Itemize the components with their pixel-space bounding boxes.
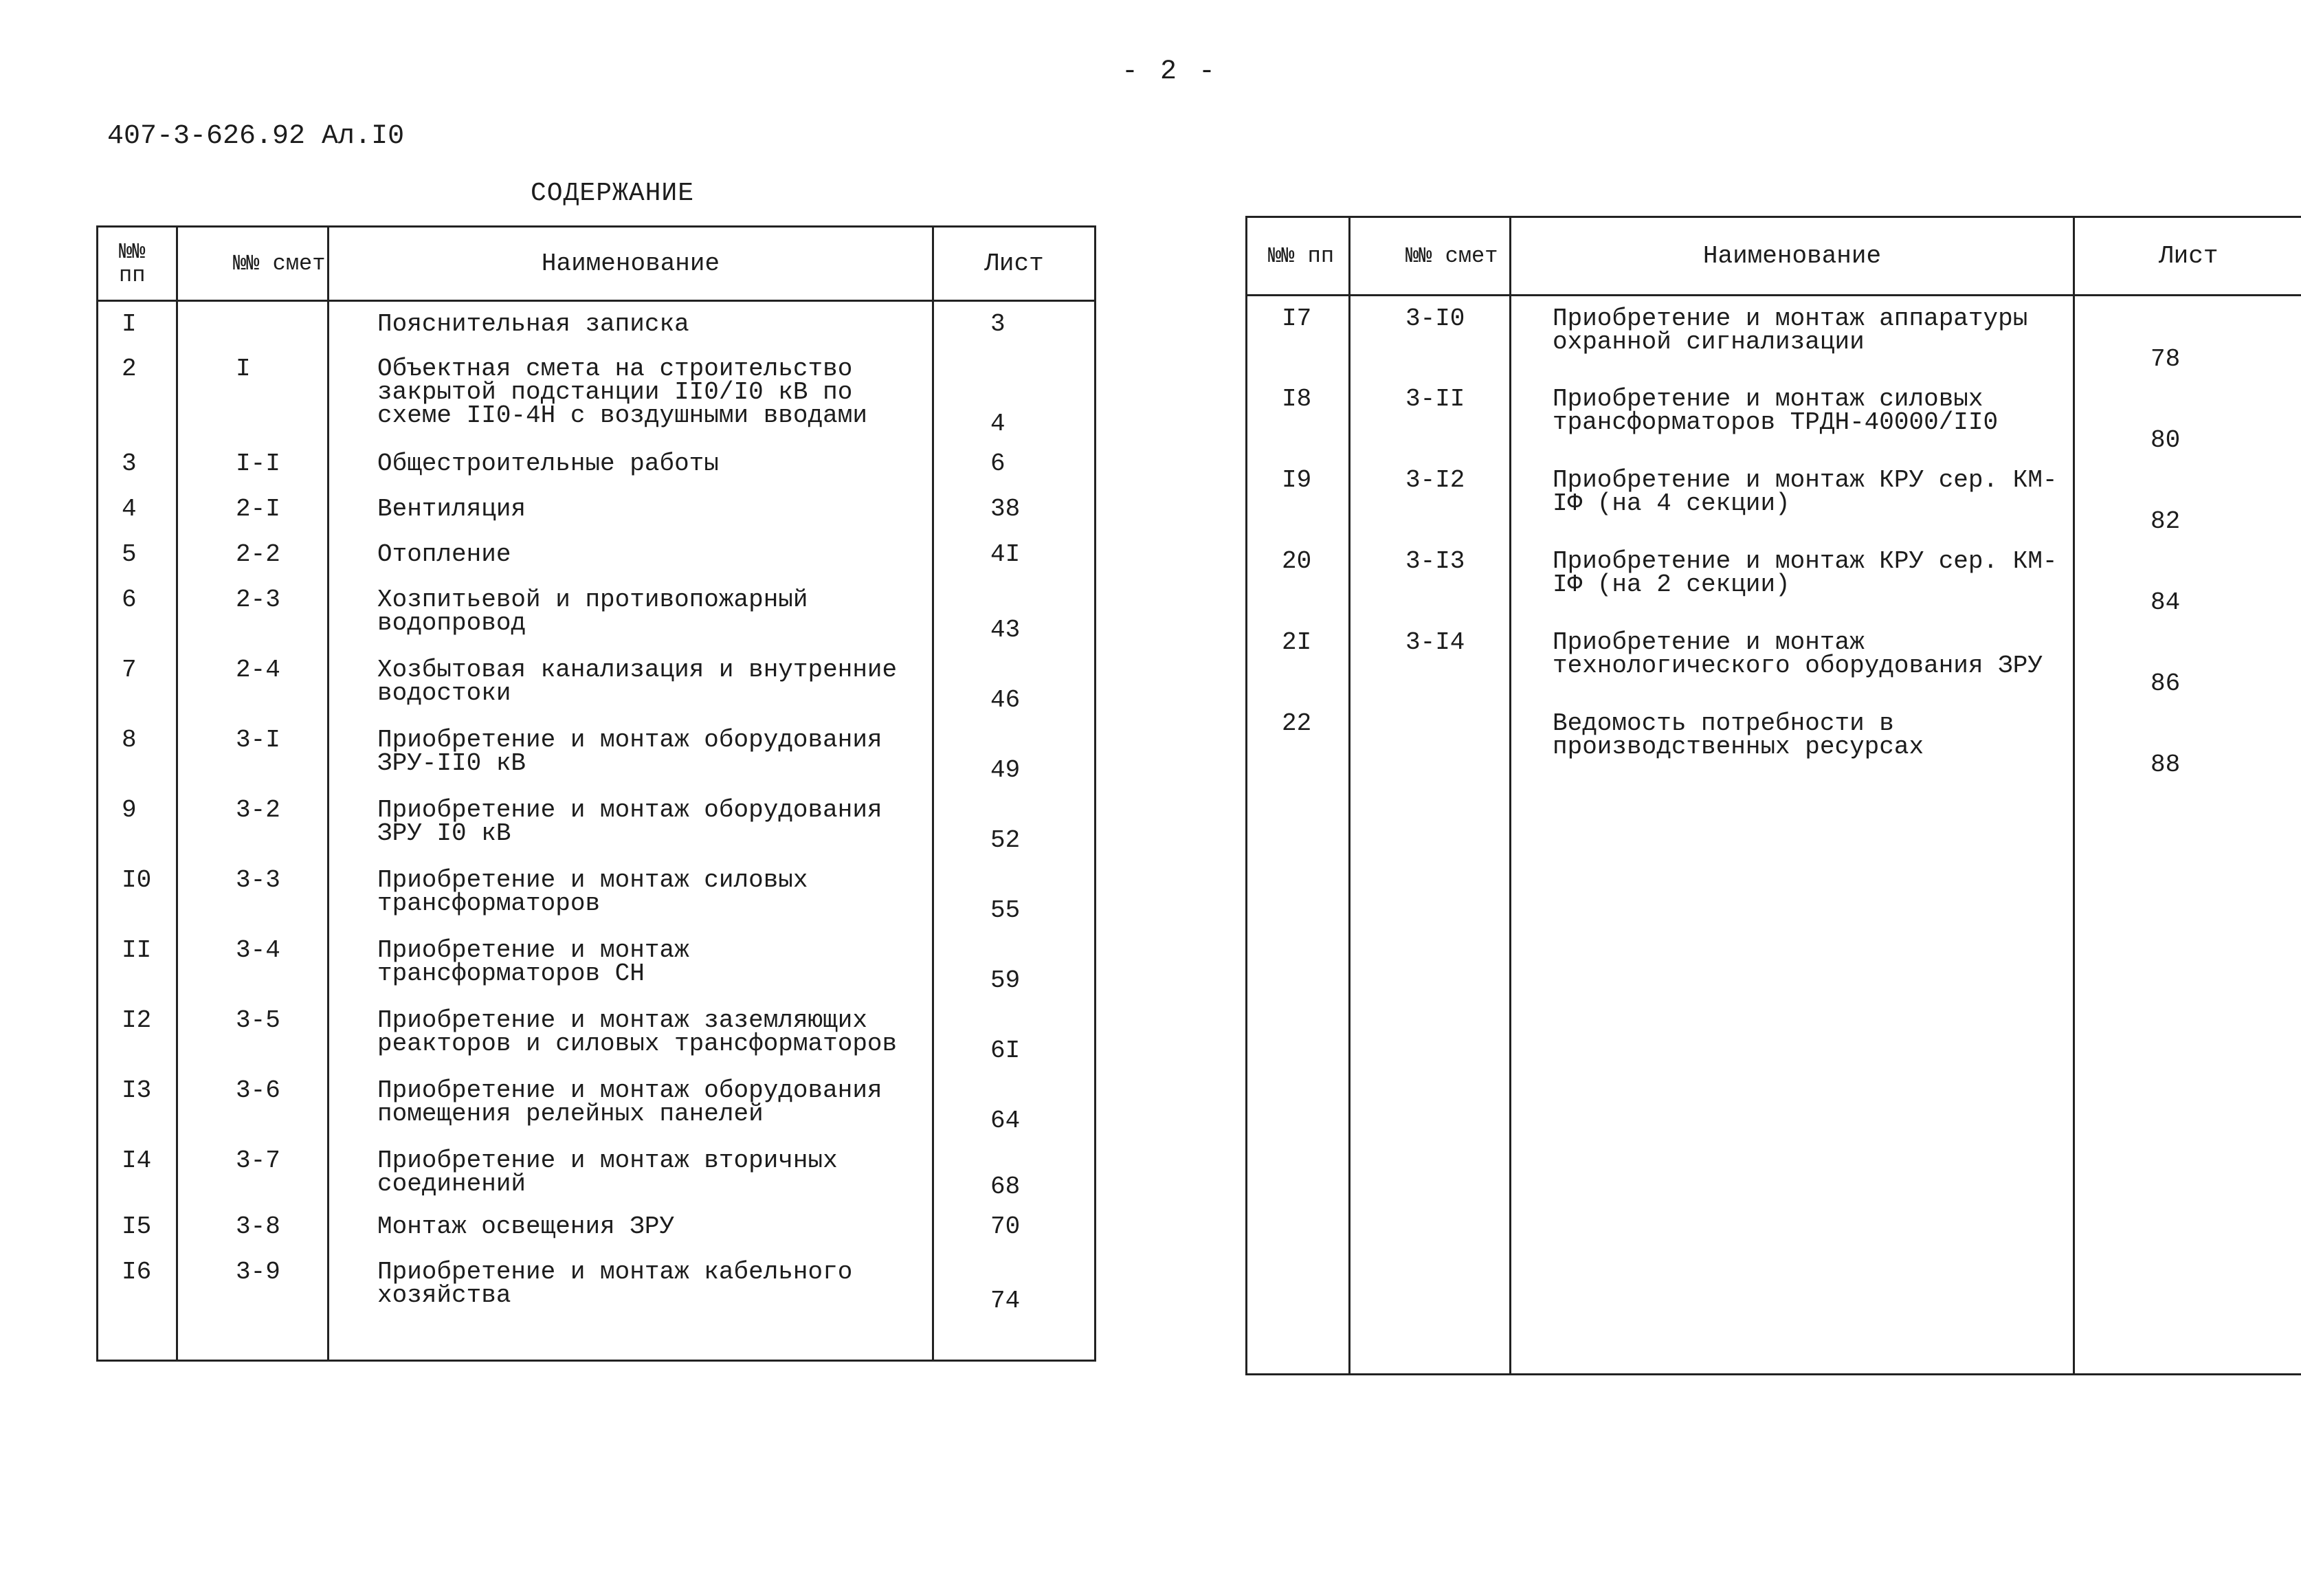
row-estimate: 3-5 xyxy=(177,998,329,1068)
toc-row xyxy=(98,788,1096,858)
row-number: 3 xyxy=(98,441,177,487)
toc-header-row xyxy=(1247,217,2301,296)
row-sheet: 46 xyxy=(933,647,1096,718)
row-estimate: I-I xyxy=(177,441,329,487)
toc-row xyxy=(98,301,1096,346)
toc-row xyxy=(98,647,1096,718)
row-name: Приобретение и монтаж оборудования помещения релейных панелей xyxy=(329,1068,933,1138)
row-name: Приобретение и монтаж вторичных соединений xyxy=(329,1138,933,1204)
toc-table-right xyxy=(1245,216,2301,1375)
toc-row xyxy=(1247,620,2301,701)
toc-row xyxy=(98,441,1096,487)
row-estimate: 3-9 xyxy=(177,1250,329,1318)
row-estimate: 3-I3 xyxy=(1350,539,1511,620)
row-sheet: 4I xyxy=(933,532,1096,577)
row-name: Приобретение и монтаж силовых трансформаторов xyxy=(329,858,933,928)
toc-row xyxy=(98,998,1096,1068)
toc-header-row xyxy=(98,227,1096,301)
row-number: 5 xyxy=(98,532,177,577)
row-name: Общестроительные работы xyxy=(329,441,933,487)
row-name: Приобретение и монтаж технологического оборудования ЗРУ xyxy=(1511,620,2074,701)
row-estimate: I xyxy=(177,346,329,441)
header-sheet: Лист xyxy=(2074,217,2301,296)
row-number: 2 xyxy=(98,346,177,441)
row-sheet: 68 xyxy=(933,1138,1096,1204)
toc-row xyxy=(1247,701,2301,782)
row-sheet: 43 xyxy=(933,577,1096,647)
row-sheet: 4 xyxy=(933,346,1096,441)
toc-body-right xyxy=(1247,296,2301,1375)
row-number: 6 xyxy=(98,577,177,647)
row-sheet: 82 xyxy=(2074,458,2301,539)
row-name: Приобретение и монтаж аппаратуры охранной сигнализации xyxy=(1511,296,2074,377)
row-name: Ведомость потребности в производственных ресурсах xyxy=(1511,701,2074,782)
row-sheet: 84 xyxy=(2074,539,2301,620)
row-estimate xyxy=(1350,701,1511,782)
toc-title: СОДЕРЖАНИЕ xyxy=(531,179,695,208)
row-name: Приобретение и монтаж силовых трансформаторов ТРДН-40000/II0 xyxy=(1511,377,2074,458)
row-number: I7 xyxy=(1247,296,1350,377)
row-estimate: 3-4 xyxy=(177,928,329,998)
row-number: 2I xyxy=(1247,620,1350,701)
row-estimate: 3-I2 xyxy=(1350,458,1511,539)
row-number: 22 xyxy=(1247,701,1350,782)
toc-row xyxy=(98,858,1096,928)
row-sheet: 38 xyxy=(933,487,1096,532)
row-name: Приобретение и монтаж кабельного хозяйства xyxy=(329,1250,933,1318)
row-estimate: 3-I xyxy=(177,718,329,788)
row-number: I5 xyxy=(98,1204,177,1250)
row-estimate: 3-7 xyxy=(177,1138,329,1204)
header-name: Наименование xyxy=(329,227,933,301)
row-sheet: 74 xyxy=(933,1250,1096,1318)
header-sheet: Лист xyxy=(933,227,1096,301)
toc-row xyxy=(98,1250,1096,1318)
row-sheet: 6 xyxy=(933,441,1096,487)
row-sheet: 78 xyxy=(2074,296,2301,377)
row-name: Приобретение и монтаж трансформаторов СН xyxy=(329,928,933,998)
row-number: I6 xyxy=(98,1250,177,1318)
row-name: Хозпитьевой и противопожарный водопровод xyxy=(329,577,933,647)
toc-row xyxy=(98,577,1096,647)
row-sheet: 64 xyxy=(933,1068,1096,1138)
header-num: №№ пп xyxy=(98,227,177,301)
toc-table-left xyxy=(96,225,1096,1362)
row-number: I2 xyxy=(98,998,177,1068)
row-name: Приобретение и монтаж КРУ сер. КМ-IФ (на 4 секции) xyxy=(1511,458,2074,539)
header-num: №№ пп xyxy=(1247,217,1350,296)
row-sheet: 3 xyxy=(933,301,1096,346)
row-estimate: 3-8 xyxy=(177,1204,329,1250)
row-name: Монтаж освещения ЗРУ xyxy=(329,1204,933,1250)
row-sheet: 70 xyxy=(933,1204,1096,1250)
row-name: Приобретение и монтаж оборудования ЗРУ-II0 кВ xyxy=(329,718,933,788)
row-name: Пояснительная записка xyxy=(329,301,933,346)
row-estimate: 3-2 xyxy=(177,788,329,858)
header-name: Наименование xyxy=(1511,217,2074,296)
toc-row xyxy=(98,346,1096,441)
row-number: I0 xyxy=(98,858,177,928)
row-estimate: 2-3 xyxy=(177,577,329,647)
row-sheet: 59 xyxy=(933,928,1096,998)
row-name: Хозбытовая канализация и внутренние водостоки xyxy=(329,647,933,718)
row-estimate: 2-2 xyxy=(177,532,329,577)
row-number: I3 xyxy=(98,1068,177,1138)
row-number: 8 xyxy=(98,718,177,788)
row-name: Отопление xyxy=(329,532,933,577)
row-estimate: 3-6 xyxy=(177,1068,329,1138)
row-estimate: 2-4 xyxy=(177,647,329,718)
row-estimate: 3-I0 xyxy=(1350,296,1511,377)
row-number: 9 xyxy=(98,788,177,858)
row-name: Объектная смета на строительство закрытой подстанции II0/I0 кВ по схеме II0-4Н с воздушными вводами xyxy=(329,346,933,441)
row-number: 7 xyxy=(98,647,177,718)
toc-row xyxy=(1247,458,2301,539)
toc-row xyxy=(98,928,1096,998)
row-sheet: 80 xyxy=(2074,377,2301,458)
row-sheet: 88 xyxy=(2074,701,2301,782)
toc-row xyxy=(98,487,1096,532)
document-code: 407-3-626.92 Ал.I0 xyxy=(107,121,405,152)
row-sheet: 49 xyxy=(933,718,1096,788)
row-estimate xyxy=(177,301,329,346)
row-estimate: 3-3 xyxy=(177,858,329,928)
toc-body-left xyxy=(98,301,1096,1361)
row-sheet: 52 xyxy=(933,788,1096,858)
row-number: 20 xyxy=(1247,539,1350,620)
toc-row xyxy=(98,532,1096,577)
row-number: I xyxy=(98,301,177,346)
row-number: II xyxy=(98,928,177,998)
toc-row-filler xyxy=(98,1318,1096,1361)
row-estimate: 2-I xyxy=(177,487,329,532)
header-estimate: №№ смет xyxy=(1350,217,1511,296)
row-number: I4 xyxy=(98,1138,177,1204)
toc-row xyxy=(98,1204,1096,1250)
row-name: Приобретение и монтаж заземляющих реакторов и силовых трансформаторов xyxy=(329,998,933,1068)
row-number: I9 xyxy=(1247,458,1350,539)
page-number: - 2 - xyxy=(1122,56,1219,87)
row-name: Приобретение и монтаж КРУ сер. КМ-IФ (на 2 секции) xyxy=(1511,539,2074,620)
toc-row-filler xyxy=(1247,782,2301,1375)
toc-row xyxy=(1247,296,2301,377)
row-number: I8 xyxy=(1247,377,1350,458)
row-sheet: 55 xyxy=(933,858,1096,928)
row-estimate: 3-II xyxy=(1350,377,1511,458)
header-estimate: №№ смет xyxy=(177,227,329,301)
row-sheet: 6I xyxy=(933,998,1096,1068)
toc-row xyxy=(98,1138,1096,1204)
row-estimate: 3-I4 xyxy=(1350,620,1511,701)
toc-row xyxy=(98,1068,1096,1138)
toc-row xyxy=(98,718,1096,788)
toc-row xyxy=(1247,377,2301,458)
toc-row xyxy=(1247,539,2301,620)
row-number: 4 xyxy=(98,487,177,532)
row-sheet: 86 xyxy=(2074,620,2301,701)
row-name: Вентиляция xyxy=(329,487,933,532)
row-name: Приобретение и монтаж оборудования ЗРУ I0 кВ xyxy=(329,788,933,858)
